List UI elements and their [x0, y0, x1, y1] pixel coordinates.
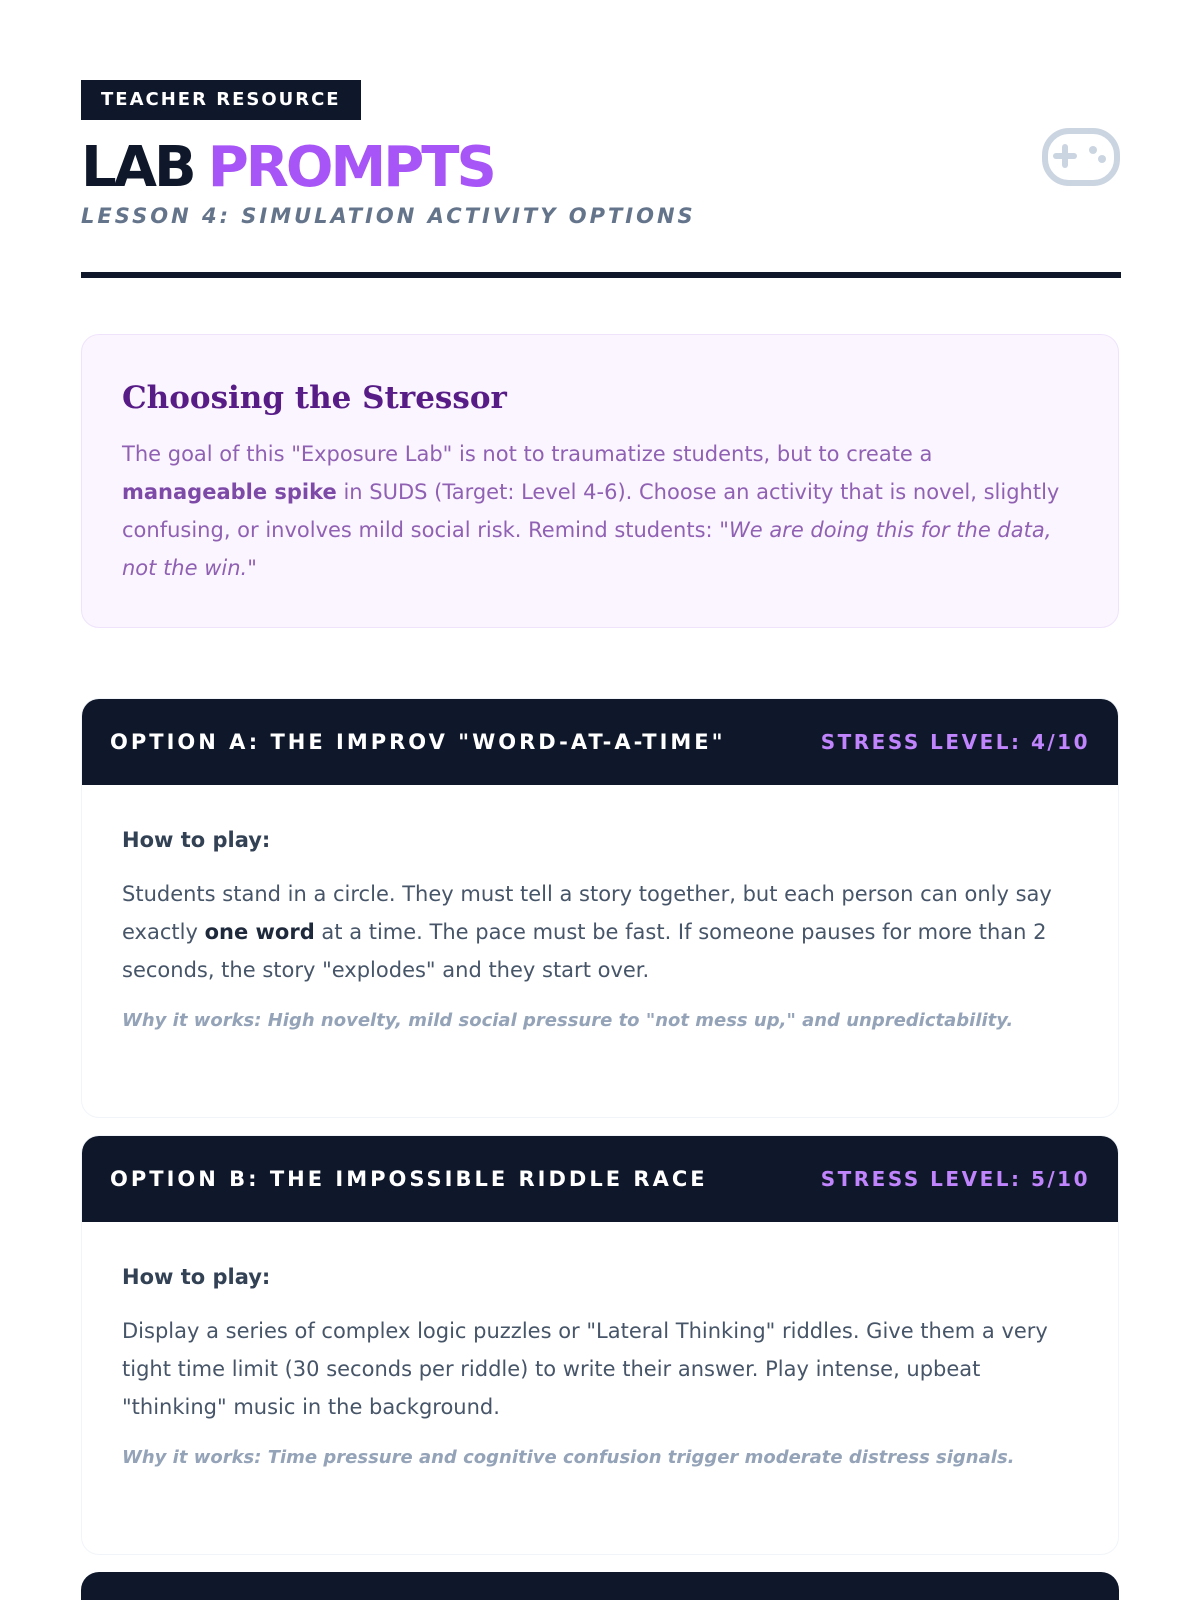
why-it-works: Why it works: Time pressure and cognitive confusion trigger moderate distress signals. — [122, 1447, 1015, 1468]
desc-emphasis: one word — [204, 920, 315, 944]
option-description — [122, 875, 1078, 989]
desc-start: Students stand in a circle. They must tell a story together, but each person can only say exactly — [122, 882, 1052, 944]
intro-callout — [81, 334, 1119, 628]
option-description — [122, 1312, 1078, 1426]
intro-quote: "We are doing this for the data, not the win." — [122, 518, 1052, 580]
option-card-b — [81, 1135, 1119, 1555]
intro-heading: Choosing the Stressor — [122, 380, 507, 416]
why-it-works: Why it works: High novelty, mild social pressure to "not mess up," and unpredictability. — [122, 1010, 1014, 1031]
how-to-play-label: How to play: — [122, 828, 271, 852]
header-divider — [81, 272, 1121, 278]
desc-start: Display a series of complex logic puzzles or "Lateral Thinking" riddles. Give them a very tight time limit (30 seconds per riddle) to write their answer. Play intense, upbeat "thinking" music in the background. — [122, 1319, 1048, 1419]
intro-text-end: in SUDS (Target: Level 4-6). Choose an activity that is novel, slightly confusing, or involves mild social risk. Remind students: — [122, 480, 1060, 542]
stress-level: STRESS LEVEL: 5/10 — [820, 1167, 1090, 1191]
stress-level: STRESS LEVEL: 4/10 — [820, 730, 1090, 754]
option-title: OPTION A: THE IMPROV "WORD-AT-A-TIME" — [110, 730, 726, 754]
option-card-a — [81, 698, 1119, 1118]
option-card-body — [82, 785, 1118, 1117]
desc-end: at a time. The pace must be fast. If someone pauses for more than 2 seconds, the story "explodes" and they start over. — [122, 920, 1047, 982]
option-card-body — [82, 1222, 1118, 1554]
option-title: OPTION B: THE IMPOSSIBLE RIDDLE RACE — [110, 1167, 708, 1191]
option-card-header — [82, 699, 1118, 785]
option-card-header — [82, 1136, 1118, 1222]
intro-text — [122, 435, 1078, 587]
lesson-subtitle: LESSON 4: SIMULATION ACTIVITY OPTIONS — [81, 204, 696, 228]
option-card-c — [81, 1572, 1119, 1600]
how-to-play-label: How to play: — [122, 1265, 271, 1289]
title-prompts: PROMPTS — [207, 135, 494, 200]
teacher-resource-badge: TEACHER RESOURCE — [81, 80, 361, 120]
intro-emphasis: manageable spike — [122, 480, 337, 504]
title-lab: LAB — [81, 135, 194, 200]
intro-text-start: The goal of this "Exposure Lab" is not to traumatize students, but to create a — [122, 442, 933, 466]
page-title — [81, 136, 494, 200]
gamepad-icon — [1041, 126, 1121, 188]
option-card-header — [81, 1572, 1119, 1600]
